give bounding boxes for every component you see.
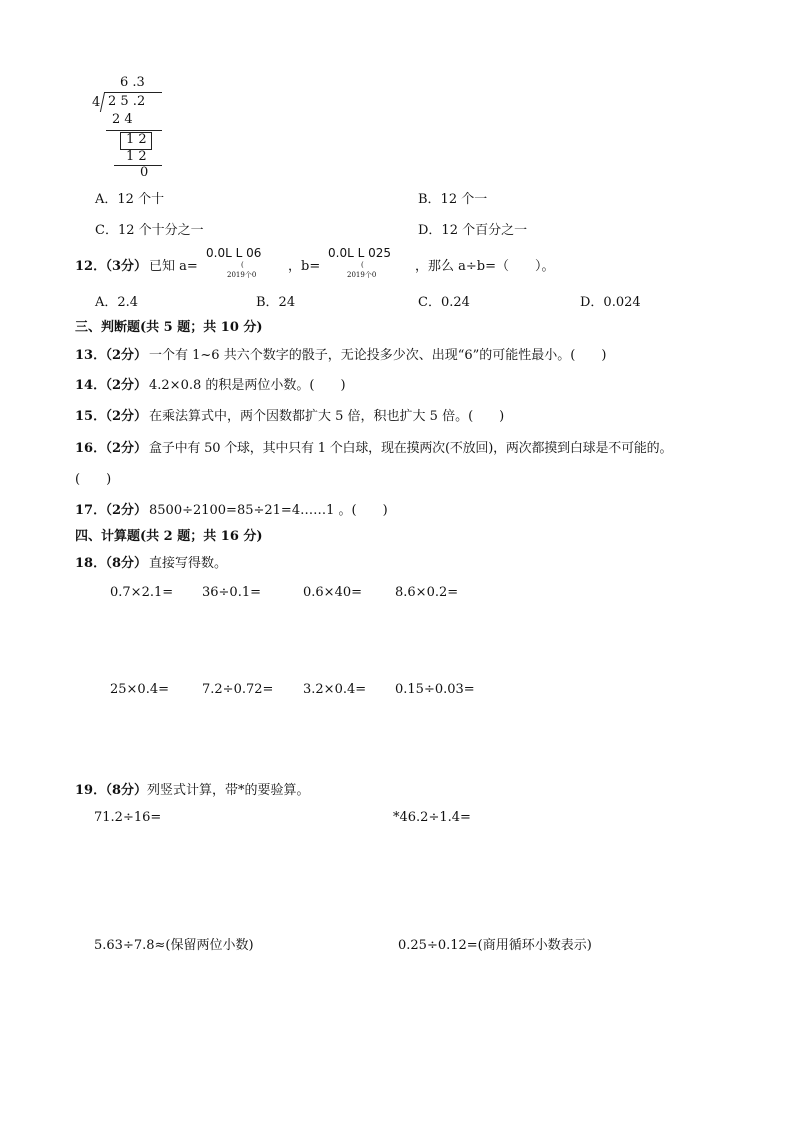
q19-expr-4: 0.25÷0.12=(商用循环小数表示) (398, 938, 592, 953)
division-bracket (100, 92, 105, 112)
q12-b-zero-count: 2019个0 (347, 271, 377, 279)
q16-text: 盒子中有 50 个球，其中只有 1 个白球，现在摸两次(不放回)，两次都摸到白球是不可能的。 (149, 441, 673, 456)
q12-suffix: ，那么 a÷b=（ ）。 (415, 259, 555, 274)
division-dividend: 2 5 .2 (108, 94, 146, 109)
q16-answer-blank: ( ) (75, 472, 112, 487)
q14-number: 14． (75, 378, 107, 393)
q16-number: 16． (75, 441, 107, 456)
division-step2: 1 2 (126, 149, 147, 164)
q18-expr-4: 8.6×0.2= (395, 585, 459, 600)
q15-number: 15． (75, 409, 107, 424)
division-bar (104, 92, 162, 93)
q17-number: 17． (75, 503, 107, 518)
q11-option-c: C．12 个十分之一 (95, 223, 204, 238)
section-4-title: 四、计算题(共 2 题；共 16 分) (75, 529, 263, 544)
q12-b-digits: 0.0L L 025 (328, 246, 391, 260)
q17-score: （2分） (99, 503, 148, 518)
q13-text: 一个有 1~6 共六个数字的骰子，无论投多少次、出现“6”的可能性最小。( ) (149, 348, 607, 363)
q12-separator: ，b= (288, 259, 321, 274)
q12-option-a: A．2.4 (95, 295, 139, 310)
q11-option-a: A．12 个十 (95, 192, 165, 207)
q13-score: （2分） (99, 348, 148, 363)
q14-score: （2分） (99, 378, 148, 393)
q18-expr-8: 0.15÷0.03= (395, 682, 475, 697)
q18-expr-3: 0.6×40= (303, 585, 363, 600)
q12-a-brace: ( (241, 261, 244, 269)
q18-number: 18． (75, 556, 107, 571)
division-step1: 2 4 (112, 112, 133, 127)
q18-expr-5: 25×0.4= (110, 682, 170, 697)
q12-option-c: C．0.24 (418, 295, 470, 310)
q16-score: （2分） (99, 441, 148, 456)
q12-option-d: D．0.024 (580, 295, 641, 310)
q12-a-zero-count: 2019个0 (227, 271, 257, 279)
q18-instruction: 直接写得数。 (149, 556, 228, 571)
q12-a-digits: 0.0L L 06 (206, 246, 262, 260)
q18-expr-2: 36÷0.1= (202, 585, 262, 600)
q11-option-d: D．12 个百分之一 (418, 223, 528, 238)
q12-prefix: 已知 a= (149, 259, 198, 274)
division-line-1 (106, 130, 162, 131)
q17-text: 8500÷2100=85÷21=4……1 。( ) (149, 503, 388, 518)
q18-score: （8分） (99, 556, 148, 571)
division-remainder: 0 (140, 165, 149, 180)
q12-b-brace: ( (361, 261, 364, 269)
q12-option-b: B．24 (256, 295, 296, 310)
q19-score: （8分） (99, 783, 148, 798)
q15-text: 在乘法算式中，两个因数都扩大 5 倍，积也扩大 5 倍。( ) (149, 409, 505, 424)
division-quotient: 6 .3 (120, 75, 145, 90)
q12-score: （3分） (99, 259, 148, 274)
q12-number: 12． (75, 259, 107, 274)
q18-expr-6: 7.2÷0.72= (202, 682, 274, 697)
q19-expr-2: *46.2÷1.4= (393, 810, 471, 825)
q13-number: 13． (75, 348, 107, 363)
q11-option-b: B．12 个一 (418, 192, 488, 207)
q14-text: 4.2×0.8 的积是两位小数。( ) (149, 378, 346, 393)
q19-expr-1: 71.2÷16= (94, 810, 162, 825)
q18-expr-1: 0.7×2.1= (110, 585, 174, 600)
q19-instruction: 列竖式计算，带*的要验算。 (147, 783, 310, 798)
q18-expr-7: 3.2×0.4= (303, 682, 367, 697)
division-boxed-text: 1 2 (126, 132, 147, 147)
q19-number: 19． (75, 783, 107, 798)
division-line-2 (114, 165, 162, 166)
section-3-title: 三、判断题(共 5 题；共 10 分) (75, 320, 263, 335)
division-divisor: 4 (92, 95, 101, 110)
q19-expr-3: 5.63÷7.8≈(保留两位小数) (94, 938, 254, 953)
q15-score: （2分） (99, 409, 148, 424)
